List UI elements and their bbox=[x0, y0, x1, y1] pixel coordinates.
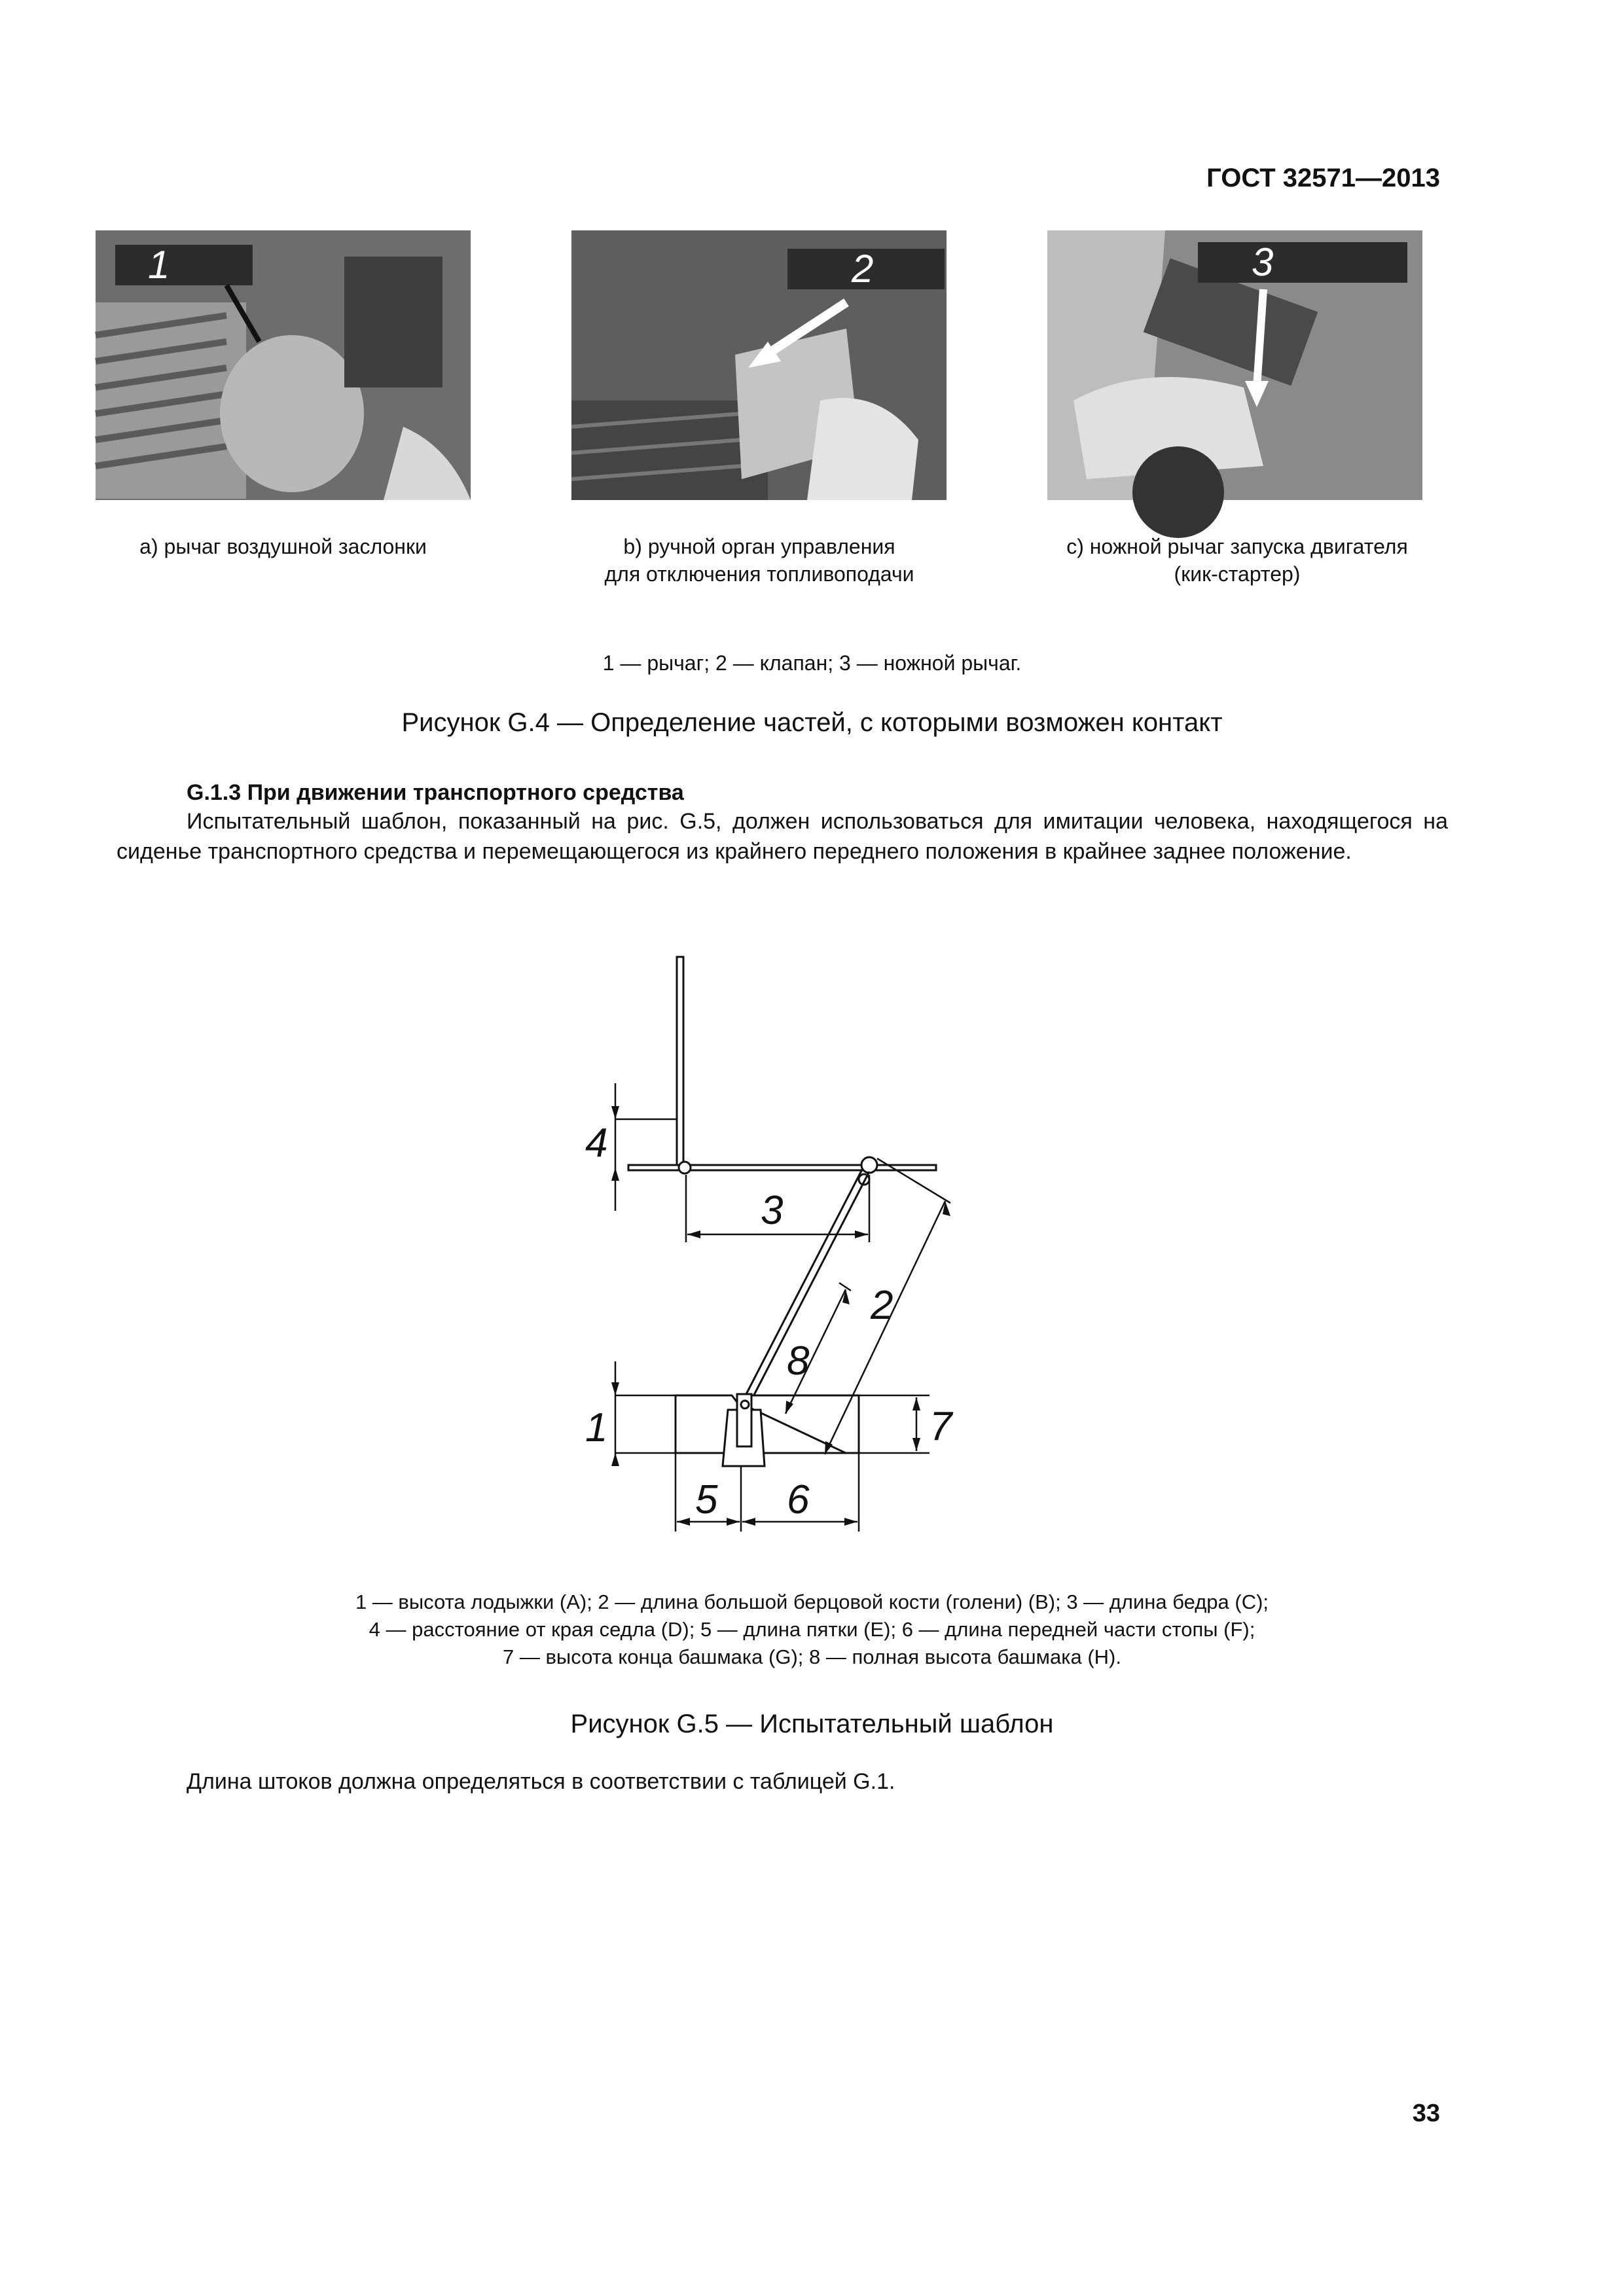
dim-label-1: 1 bbox=[585, 1405, 608, 1450]
figure-g5-legend-line-1: 1 — высота лодыжки (A); 2 — длина большой берцовой кости (голени) (B); 3 — длина бедра (C); bbox=[355, 1590, 1269, 1613]
dim-label-4: 4 bbox=[585, 1121, 608, 1166]
page-number: 33 bbox=[1412, 2100, 1440, 2127]
dim-label-7: 7 bbox=[929, 1404, 952, 1449]
dim-label-5: 5 bbox=[695, 1477, 718, 1522]
dim-label-3: 3 bbox=[761, 1188, 784, 1233]
section-paragraph: Испытательный шаблон, показанный на рис. G.5, должен использоваться для имитации человека, находящегося на сиденье транспортного средства и перемещающегося из крайнего переднего положения в крайнее заднее положение. bbox=[117, 809, 1448, 864]
figure-g5-legend-line-2: 4 — расстояние от края седла (D); 5 — длина пятки (E); 6 — длина передней части стопы (F); bbox=[369, 1618, 1255, 1641]
figure-g4-legend: 1 — рычаг; 2 — клапан; 3 — ножной рычаг. bbox=[602, 651, 1022, 675]
photo-fuel-valve bbox=[571, 230, 947, 500]
photo-tag-2: 2 bbox=[852, 247, 874, 291]
dim-label-8: 8 bbox=[787, 1338, 810, 1384]
photo-choke-lever bbox=[96, 230, 471, 500]
photo-kick-starter bbox=[1047, 230, 1422, 500]
caption-c: с) ножной рычаг запуска двигателя (кик-стартер) bbox=[1066, 535, 1408, 586]
figure-g4-title: Рисунок G.4 — Определение частей, с которыми возможен контакт bbox=[401, 708, 1223, 737]
figure-g5-legend-line-3: 7 — высота конца башмака (G); 8 — полная высота башмака (H). bbox=[503, 1645, 1121, 1668]
photo-tag-1: 1 bbox=[148, 243, 170, 287]
caption-a: а) рычаг воздушной заслонки bbox=[139, 535, 427, 558]
section-heading: G.1.3 При движении транспортного средства bbox=[187, 780, 684, 805]
document-code: ГОСТ 32571—2013 bbox=[1206, 164, 1440, 192]
test-template-diagram bbox=[585, 942, 1047, 1551]
figure-g5-title: Рисунок G.5 — Испытательный шаблон bbox=[570, 1710, 1054, 1738]
dim-label-2: 2 bbox=[871, 1283, 893, 1328]
dim-label-6: 6 bbox=[787, 1477, 810, 1522]
closing-sentence: Длина штоков должна определяться в соответствии с таблицей G.1. bbox=[187, 1769, 895, 1794]
caption-b: b) ручной орган управления для отключения топливоподачи bbox=[604, 535, 914, 586]
photo-tag-3: 3 bbox=[1252, 240, 1274, 284]
